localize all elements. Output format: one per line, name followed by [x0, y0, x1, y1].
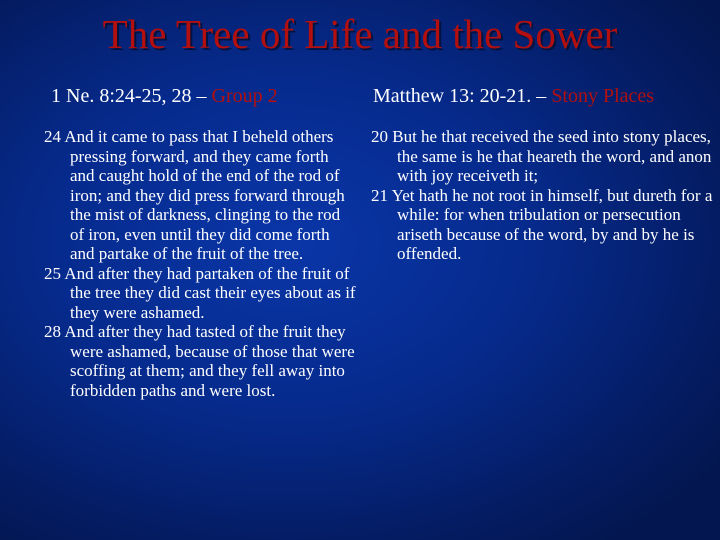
left-heading-reference: 1 Ne. 8:24-25, 28 – — [51, 85, 212, 107]
right-column-verses — [371, 127, 716, 264]
right-heading-accent: Stony Places — [551, 85, 655, 107]
slide-title: The Tree of Life and the Sower — [102, 11, 618, 57]
verse-21 — [371, 186, 716, 264]
verse-text: And it came to pass that I beheld others pressing forward, and they came forth and caught hold of the end of the rod of iron; and they did press forward through the mist of darkness, clinging to the rod of iron, even until they did come forth and partake of the fruit of the tree. — [64, 127, 345, 263]
verse-text: But he that received the seed into stony places, the same is he that heareth the word, and anon with joy receiveth it; — [392, 127, 712, 185]
verse-number: 24 — [44, 127, 61, 146]
verse-number: 21 — [371, 185, 388, 205]
verse-25 — [44, 264, 356, 323]
verse-20 — [371, 127, 716, 186]
left-column-verses — [44, 127, 356, 400]
verse-28 — [44, 322, 356, 400]
verse-number: 25 — [44, 263, 61, 283]
right-heading-reference: Matthew 13: 20-21. – — [373, 85, 552, 107]
left-heading-accent: Group 2 — [211, 85, 278, 107]
left-column-heading — [51, 85, 278, 108]
verse-24 — [44, 127, 356, 264]
right-column-heading — [373, 85, 654, 108]
verse-text: Yet hath he not root in himself, but dureth for a while: for when tribulation or persecution ariseth because of the word, by and by he is offended. — [391, 185, 713, 263]
verse-text: And after they had tasted of the fruit they were ashamed, because of those that were scoffing at them; and they fell away into forbidden paths and were lost. — [64, 322, 355, 400]
verse-text: And after they had partaken of the fruit of the tree they did cast their eyes about as if they were ashamed. — [64, 263, 356, 322]
verse-number: 28 — [44, 322, 61, 341]
verse-number: 20 — [371, 127, 388, 146]
